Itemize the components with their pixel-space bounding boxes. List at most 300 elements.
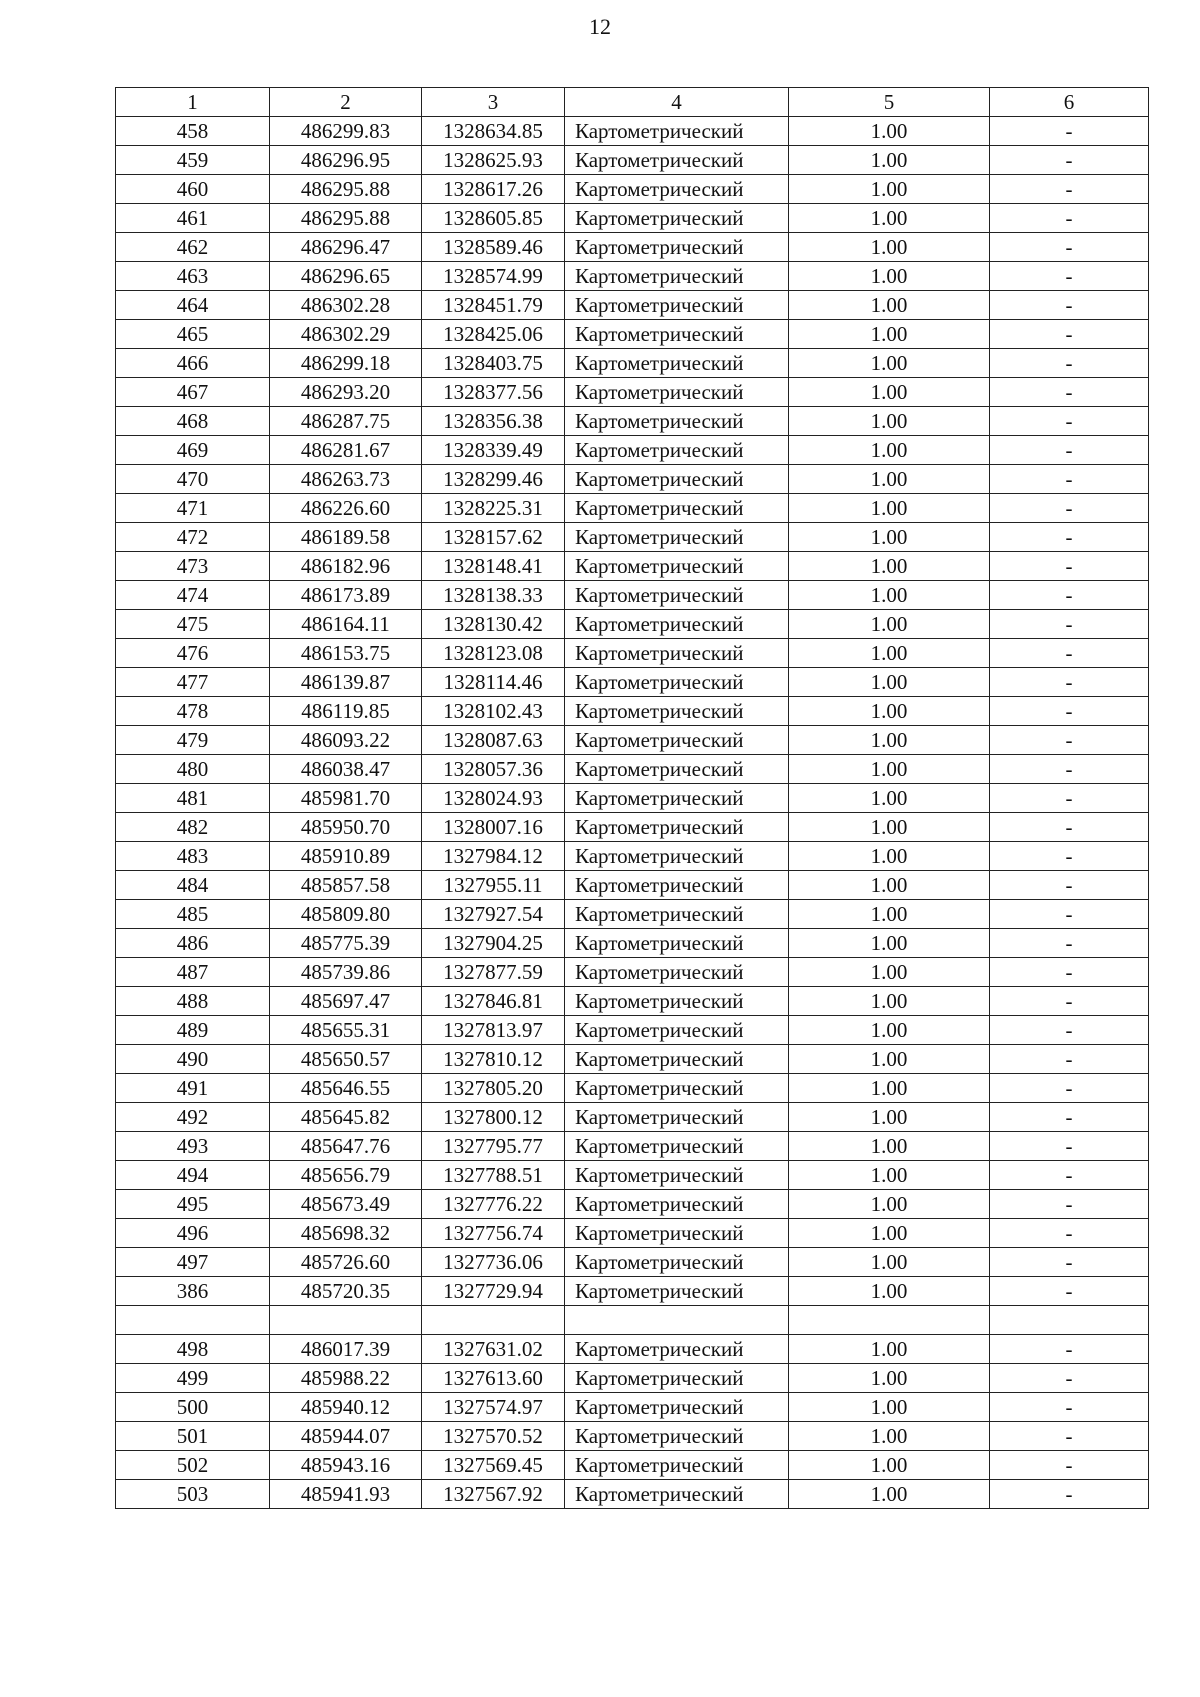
y-coordinate-cell: 1327927.54 bbox=[422, 900, 565, 929]
accuracy-cell: 1.00 bbox=[789, 1364, 990, 1393]
table-body bbox=[116, 117, 1149, 1509]
x-coordinate-cell: 485673.49 bbox=[270, 1190, 422, 1219]
accuracy-cell: 1.00 bbox=[789, 1103, 990, 1132]
point-number-cell: 495 bbox=[116, 1190, 270, 1219]
accuracy-cell: 1.00 bbox=[789, 900, 990, 929]
y-coordinate-cell: 1328451.79 bbox=[422, 291, 565, 320]
point-number-cell: 471 bbox=[116, 494, 270, 523]
table-row bbox=[116, 1161, 1149, 1190]
accuracy-cell: 1.00 bbox=[789, 610, 990, 639]
x-coordinate-cell: 485698.32 bbox=[270, 1219, 422, 1248]
accuracy-cell: 1.00 bbox=[789, 291, 990, 320]
note-cell: - bbox=[990, 871, 1149, 900]
accuracy-cell: 1.00 bbox=[789, 523, 990, 552]
x-coordinate-cell: 486296.65 bbox=[270, 262, 422, 291]
table-row bbox=[116, 1074, 1149, 1103]
note-cell: - bbox=[990, 610, 1149, 639]
table-row bbox=[116, 900, 1149, 929]
note-cell: - bbox=[990, 1190, 1149, 1219]
x-coordinate-cell: 485944.07 bbox=[270, 1422, 422, 1451]
y-coordinate-cell: 1328123.08 bbox=[422, 639, 565, 668]
x-coordinate-cell: 486139.87 bbox=[270, 668, 422, 697]
point-number-cell: 502 bbox=[116, 1451, 270, 1480]
table-row bbox=[116, 1422, 1149, 1451]
x-coordinate-cell: 486038.47 bbox=[270, 755, 422, 784]
accuracy-cell: 1.00 bbox=[789, 1248, 990, 1277]
y-coordinate-cell: 1328356.38 bbox=[422, 407, 565, 436]
x-coordinate-cell: 485988.22 bbox=[270, 1364, 422, 1393]
x-coordinate-cell: 485697.47 bbox=[270, 987, 422, 1016]
y-coordinate-cell: 1328377.56 bbox=[422, 378, 565, 407]
point-number-cell: 496 bbox=[116, 1219, 270, 1248]
y-coordinate-cell: 1328574.99 bbox=[422, 262, 565, 291]
note-cell: - bbox=[990, 1103, 1149, 1132]
point-number-cell: 464 bbox=[116, 291, 270, 320]
table-row bbox=[116, 1190, 1149, 1219]
x-coordinate-cell: 485943.16 bbox=[270, 1451, 422, 1480]
method-cell: Картометрический bbox=[565, 1335, 789, 1364]
accuracy-cell: 1.00 bbox=[789, 1132, 990, 1161]
accuracy-cell: 1.00 bbox=[789, 146, 990, 175]
point-number-cell: 483 bbox=[116, 842, 270, 871]
x-coordinate-cell: 486153.75 bbox=[270, 639, 422, 668]
note-cell: - bbox=[990, 494, 1149, 523]
note-cell: - bbox=[990, 320, 1149, 349]
method-cell: Картометрический bbox=[565, 291, 789, 320]
method-cell: Картометрический bbox=[565, 552, 789, 581]
method-cell: Картометрический bbox=[565, 1480, 789, 1509]
method-cell: Картометрический bbox=[565, 813, 789, 842]
table-row bbox=[116, 552, 1149, 581]
point-number-cell: 462 bbox=[116, 233, 270, 262]
table-row bbox=[116, 610, 1149, 639]
accuracy-cell: 1.00 bbox=[789, 697, 990, 726]
x-coordinate-cell: 486296.47 bbox=[270, 233, 422, 262]
table-row bbox=[116, 1364, 1149, 1393]
method-cell: Картометрический bbox=[565, 465, 789, 494]
accuracy-cell: 1.00 bbox=[789, 407, 990, 436]
x-coordinate-cell: 486295.88 bbox=[270, 175, 422, 204]
x-coordinate-cell: 485857.58 bbox=[270, 871, 422, 900]
point-number-cell: 492 bbox=[116, 1103, 270, 1132]
x-coordinate-cell: 486295.88 bbox=[270, 204, 422, 233]
note-cell: - bbox=[990, 900, 1149, 929]
x-coordinate-cell: 486299.18 bbox=[270, 349, 422, 378]
y-coordinate-cell: 1327569.45 bbox=[422, 1451, 565, 1480]
point-number-cell: 498 bbox=[116, 1335, 270, 1364]
table-row bbox=[116, 871, 1149, 900]
accuracy-cell: 1.00 bbox=[789, 784, 990, 813]
x-coordinate-cell: 486263.73 bbox=[270, 465, 422, 494]
y-coordinate-cell: 1328114.46 bbox=[422, 668, 565, 697]
table-row bbox=[116, 523, 1149, 552]
note-cell: - bbox=[990, 291, 1149, 320]
point-number-cell: 468 bbox=[116, 407, 270, 436]
column-header: 2 bbox=[270, 88, 422, 117]
y-coordinate-cell: 1327805.20 bbox=[422, 1074, 565, 1103]
accuracy-cell: 1.00 bbox=[789, 233, 990, 262]
y-coordinate-cell bbox=[422, 1306, 565, 1335]
y-coordinate-cell: 1328007.16 bbox=[422, 813, 565, 842]
method-cell: Картометрический bbox=[565, 987, 789, 1016]
y-coordinate-cell: 1327904.25 bbox=[422, 929, 565, 958]
point-number-cell: 479 bbox=[116, 726, 270, 755]
column-header: 4 bbox=[565, 88, 789, 117]
y-coordinate-cell: 1328130.42 bbox=[422, 610, 565, 639]
point-number-cell: 476 bbox=[116, 639, 270, 668]
table-row bbox=[116, 1480, 1149, 1509]
point-number-cell: 473 bbox=[116, 552, 270, 581]
table-row bbox=[116, 1103, 1149, 1132]
table-row bbox=[116, 436, 1149, 465]
point-number-cell: 482 bbox=[116, 813, 270, 842]
table-row bbox=[116, 958, 1149, 987]
y-coordinate-cell: 1327800.12 bbox=[422, 1103, 565, 1132]
x-coordinate-cell: 486281.67 bbox=[270, 436, 422, 465]
note-cell: - bbox=[990, 233, 1149, 262]
table-row bbox=[116, 349, 1149, 378]
y-coordinate-cell: 1327574.97 bbox=[422, 1393, 565, 1422]
accuracy-cell: 1.00 bbox=[789, 436, 990, 465]
y-coordinate-cell: 1328425.06 bbox=[422, 320, 565, 349]
point-number-cell: 487 bbox=[116, 958, 270, 987]
x-coordinate-cell: 486164.11 bbox=[270, 610, 422, 639]
x-coordinate-cell: 485950.70 bbox=[270, 813, 422, 842]
x-coordinate-cell: 485650.57 bbox=[270, 1045, 422, 1074]
note-cell: - bbox=[990, 1248, 1149, 1277]
note-cell: - bbox=[990, 697, 1149, 726]
method-cell: Картометрический bbox=[565, 523, 789, 552]
note-cell: - bbox=[990, 1335, 1149, 1364]
method-cell: Картометрический bbox=[565, 697, 789, 726]
y-coordinate-cell: 1327631.02 bbox=[422, 1335, 565, 1364]
x-coordinate-cell: 485647.76 bbox=[270, 1132, 422, 1161]
method-cell: Картометрический bbox=[565, 494, 789, 523]
accuracy-cell: 1.00 bbox=[789, 842, 990, 871]
method-cell: Картометрический bbox=[565, 1132, 789, 1161]
x-coordinate-cell: 486093.22 bbox=[270, 726, 422, 755]
table-row bbox=[116, 726, 1149, 755]
x-coordinate-cell bbox=[270, 1306, 422, 1335]
method-cell: Картометрический bbox=[565, 1190, 789, 1219]
point-number-cell: 470 bbox=[116, 465, 270, 494]
y-coordinate-cell: 1328617.26 bbox=[422, 175, 565, 204]
note-cell: - bbox=[990, 465, 1149, 494]
method-cell: Картометрический bbox=[565, 1277, 789, 1306]
table-row bbox=[116, 465, 1149, 494]
x-coordinate-cell: 486293.20 bbox=[270, 378, 422, 407]
point-number-cell: 488 bbox=[116, 987, 270, 1016]
accuracy-cell: 1.00 bbox=[789, 320, 990, 349]
point-number-cell: 481 bbox=[116, 784, 270, 813]
y-coordinate-cell: 1328057.36 bbox=[422, 755, 565, 784]
method-cell: Картометрический bbox=[565, 1451, 789, 1480]
note-cell: - bbox=[990, 1219, 1149, 1248]
method-cell: Картометрический bbox=[565, 320, 789, 349]
method-cell: Картометрический bbox=[565, 1248, 789, 1277]
note-cell bbox=[990, 1306, 1149, 1335]
accuracy-cell: 1.00 bbox=[789, 175, 990, 204]
y-coordinate-cell: 1327736.06 bbox=[422, 1248, 565, 1277]
column-header: 3 bbox=[422, 88, 565, 117]
method-cell: Картометрический bbox=[565, 726, 789, 755]
accuracy-cell: 1.00 bbox=[789, 1190, 990, 1219]
y-coordinate-cell: 1328403.75 bbox=[422, 349, 565, 378]
column-header: 6 bbox=[990, 88, 1149, 117]
table-row bbox=[116, 784, 1149, 813]
note-cell: - bbox=[990, 552, 1149, 581]
x-coordinate-cell: 486226.60 bbox=[270, 494, 422, 523]
y-coordinate-cell: 1328225.31 bbox=[422, 494, 565, 523]
note-cell: - bbox=[990, 1132, 1149, 1161]
x-coordinate-cell: 485941.93 bbox=[270, 1480, 422, 1509]
point-number-cell: 491 bbox=[116, 1074, 270, 1103]
table-header-row bbox=[116, 88, 1149, 117]
method-cell: Картометрический bbox=[565, 1161, 789, 1190]
point-number-cell: 489 bbox=[116, 1016, 270, 1045]
accuracy-cell: 1.00 bbox=[789, 958, 990, 987]
x-coordinate-cell: 486302.28 bbox=[270, 291, 422, 320]
method-cell: Картометрический bbox=[565, 1103, 789, 1132]
method-cell: Картометрический bbox=[565, 610, 789, 639]
method-cell: Картометрический bbox=[565, 204, 789, 233]
x-coordinate-cell: 485809.80 bbox=[270, 900, 422, 929]
y-coordinate-cell: 1327810.12 bbox=[422, 1045, 565, 1074]
x-coordinate-cell: 486302.29 bbox=[270, 320, 422, 349]
y-coordinate-cell: 1328299.46 bbox=[422, 465, 565, 494]
y-coordinate-cell: 1327984.12 bbox=[422, 842, 565, 871]
table-row bbox=[116, 1045, 1149, 1074]
method-cell: Картометрический bbox=[565, 929, 789, 958]
point-number-cell bbox=[116, 1306, 270, 1335]
method-cell: Картометрический bbox=[565, 262, 789, 291]
y-coordinate-cell: 1327776.22 bbox=[422, 1190, 565, 1219]
note-cell: - bbox=[990, 842, 1149, 871]
accuracy-cell: 1.00 bbox=[789, 1480, 990, 1509]
method-cell: Картометрический bbox=[565, 1364, 789, 1393]
note-cell: - bbox=[990, 755, 1149, 784]
x-coordinate-cell: 486296.95 bbox=[270, 146, 422, 175]
point-number-cell: 494 bbox=[116, 1161, 270, 1190]
accuracy-cell: 1.00 bbox=[789, 204, 990, 233]
point-number-cell: 497 bbox=[116, 1248, 270, 1277]
method-cell: Картометрический bbox=[565, 1074, 789, 1103]
note-cell: - bbox=[990, 436, 1149, 465]
note-cell: - bbox=[990, 987, 1149, 1016]
x-coordinate-cell: 485775.39 bbox=[270, 929, 422, 958]
table-row bbox=[116, 494, 1149, 523]
table-row bbox=[116, 581, 1149, 610]
method-cell: Картометрический bbox=[565, 842, 789, 871]
table-row bbox=[116, 813, 1149, 842]
note-cell: - bbox=[990, 523, 1149, 552]
method-cell: Картометрический bbox=[565, 668, 789, 697]
note-cell: - bbox=[990, 1277, 1149, 1306]
note-cell: - bbox=[990, 1451, 1149, 1480]
point-number-cell: 480 bbox=[116, 755, 270, 784]
method-cell: Картометрический bbox=[565, 784, 789, 813]
y-coordinate-cell: 1327567.92 bbox=[422, 1480, 565, 1509]
accuracy-cell: 1.00 bbox=[789, 1393, 990, 1422]
y-coordinate-cell: 1328024.93 bbox=[422, 784, 565, 813]
method-cell: Картометрический bbox=[565, 1393, 789, 1422]
y-coordinate-cell: 1328087.63 bbox=[422, 726, 565, 755]
method-cell: Картометрический bbox=[565, 581, 789, 610]
note-cell: - bbox=[990, 349, 1149, 378]
y-coordinate-cell: 1327570.52 bbox=[422, 1422, 565, 1451]
table-row bbox=[116, 320, 1149, 349]
accuracy-cell: 1.00 bbox=[789, 117, 990, 146]
table-row bbox=[116, 755, 1149, 784]
accuracy-cell: 1.00 bbox=[789, 639, 990, 668]
note-cell: - bbox=[990, 175, 1149, 204]
accuracy-cell bbox=[789, 1306, 990, 1335]
table-row bbox=[116, 407, 1149, 436]
table-row bbox=[116, 1248, 1149, 1277]
method-cell: Картометрический bbox=[565, 233, 789, 262]
method-cell: Картометрический bbox=[565, 146, 789, 175]
method-cell: Картометрический bbox=[565, 117, 789, 146]
accuracy-cell: 1.00 bbox=[789, 871, 990, 900]
method-cell bbox=[565, 1306, 789, 1335]
note-cell: - bbox=[990, 1364, 1149, 1393]
point-number-cell: 460 bbox=[116, 175, 270, 204]
accuracy-cell: 1.00 bbox=[789, 1016, 990, 1045]
y-coordinate-cell: 1327756.74 bbox=[422, 1219, 565, 1248]
point-number-cell: 484 bbox=[116, 871, 270, 900]
column-header: 5 bbox=[789, 88, 990, 117]
point-number-cell: 475 bbox=[116, 610, 270, 639]
table-row bbox=[116, 1306, 1149, 1335]
table-row bbox=[116, 842, 1149, 871]
accuracy-cell: 1.00 bbox=[789, 1219, 990, 1248]
note-cell: - bbox=[990, 1016, 1149, 1045]
note-cell: - bbox=[990, 813, 1149, 842]
note-cell: - bbox=[990, 1161, 1149, 1190]
note-cell: - bbox=[990, 146, 1149, 175]
x-coordinate-cell: 485656.79 bbox=[270, 1161, 422, 1190]
x-coordinate-cell: 485646.55 bbox=[270, 1074, 422, 1103]
point-number-cell: 490 bbox=[116, 1045, 270, 1074]
note-cell: - bbox=[990, 1074, 1149, 1103]
note-cell: - bbox=[990, 407, 1149, 436]
y-coordinate-cell: 1328339.49 bbox=[422, 436, 565, 465]
y-coordinate-cell: 1327813.97 bbox=[422, 1016, 565, 1045]
point-number-cell: 474 bbox=[116, 581, 270, 610]
accuracy-cell: 1.00 bbox=[789, 1335, 990, 1364]
x-coordinate-cell: 485726.60 bbox=[270, 1248, 422, 1277]
table-row bbox=[116, 146, 1149, 175]
note-cell: - bbox=[990, 378, 1149, 407]
point-number-cell: 499 bbox=[116, 1364, 270, 1393]
x-coordinate-cell: 486299.83 bbox=[270, 117, 422, 146]
table-row bbox=[116, 233, 1149, 262]
y-coordinate-cell: 1327795.77 bbox=[422, 1132, 565, 1161]
accuracy-cell: 1.00 bbox=[789, 262, 990, 291]
method-cell: Картометрический bbox=[565, 900, 789, 929]
x-coordinate-cell: 486189.58 bbox=[270, 523, 422, 552]
table-row bbox=[116, 1132, 1149, 1161]
table-row bbox=[116, 1393, 1149, 1422]
accuracy-cell: 1.00 bbox=[789, 726, 990, 755]
accuracy-cell: 1.00 bbox=[789, 552, 990, 581]
point-number-cell: 458 bbox=[116, 117, 270, 146]
point-number-cell: 477 bbox=[116, 668, 270, 697]
point-number-cell: 503 bbox=[116, 1480, 270, 1509]
table-row bbox=[116, 378, 1149, 407]
method-cell: Картометрический bbox=[565, 958, 789, 987]
point-number-cell: 501 bbox=[116, 1422, 270, 1451]
table-row bbox=[116, 1219, 1149, 1248]
accuracy-cell: 1.00 bbox=[789, 755, 990, 784]
accuracy-cell: 1.00 bbox=[789, 929, 990, 958]
x-coordinate-cell: 485645.82 bbox=[270, 1103, 422, 1132]
table-row bbox=[116, 1335, 1149, 1364]
method-cell: Картометрический bbox=[565, 1422, 789, 1451]
table-row bbox=[116, 204, 1149, 233]
point-number-cell: 493 bbox=[116, 1132, 270, 1161]
accuracy-cell: 1.00 bbox=[789, 813, 990, 842]
y-coordinate-cell: 1328605.85 bbox=[422, 204, 565, 233]
y-coordinate-cell: 1328138.33 bbox=[422, 581, 565, 610]
y-coordinate-cell: 1328157.62 bbox=[422, 523, 565, 552]
note-cell: - bbox=[990, 1422, 1149, 1451]
y-coordinate-cell: 1328625.93 bbox=[422, 146, 565, 175]
method-cell: Картометрический bbox=[565, 436, 789, 465]
table-row bbox=[116, 175, 1149, 204]
y-coordinate-cell: 1327729.94 bbox=[422, 1277, 565, 1306]
note-cell: - bbox=[990, 784, 1149, 813]
table-row bbox=[116, 1451, 1149, 1480]
x-coordinate-cell: 485940.12 bbox=[270, 1393, 422, 1422]
accuracy-cell: 1.00 bbox=[789, 494, 990, 523]
method-cell: Картометрический bbox=[565, 175, 789, 204]
x-coordinate-cell: 485739.86 bbox=[270, 958, 422, 987]
y-coordinate-cell: 1327955.11 bbox=[422, 871, 565, 900]
point-number-cell: 465 bbox=[116, 320, 270, 349]
method-cell: Картометрический bbox=[565, 755, 789, 784]
y-coordinate-cell: 1327788.51 bbox=[422, 1161, 565, 1190]
y-coordinate-cell: 1327877.59 bbox=[422, 958, 565, 987]
accuracy-cell: 1.00 bbox=[789, 1277, 990, 1306]
point-number-cell: 463 bbox=[116, 262, 270, 291]
x-coordinate-cell: 486173.89 bbox=[270, 581, 422, 610]
point-number-cell: 472 bbox=[116, 523, 270, 552]
accuracy-cell: 1.00 bbox=[789, 1161, 990, 1190]
accuracy-cell: 1.00 bbox=[789, 465, 990, 494]
y-coordinate-cell: 1328589.46 bbox=[422, 233, 565, 262]
x-coordinate-cell: 485981.70 bbox=[270, 784, 422, 813]
point-number-cell: 461 bbox=[116, 204, 270, 233]
table-row bbox=[116, 291, 1149, 320]
point-number-cell: 467 bbox=[116, 378, 270, 407]
accuracy-cell: 1.00 bbox=[789, 1451, 990, 1480]
point-number-cell: 469 bbox=[116, 436, 270, 465]
point-number-cell: 500 bbox=[116, 1393, 270, 1422]
method-cell: Картометрический bbox=[565, 407, 789, 436]
accuracy-cell: 1.00 bbox=[789, 581, 990, 610]
table-row bbox=[116, 697, 1149, 726]
method-cell: Картометрический bbox=[565, 1219, 789, 1248]
accuracy-cell: 1.00 bbox=[789, 1422, 990, 1451]
method-cell: Картометрический bbox=[565, 871, 789, 900]
y-coordinate-cell: 1328634.85 bbox=[422, 117, 565, 146]
y-coordinate-cell: 1327613.60 bbox=[422, 1364, 565, 1393]
x-coordinate-cell: 486017.39 bbox=[270, 1335, 422, 1364]
point-number-cell: 485 bbox=[116, 900, 270, 929]
table-row bbox=[116, 117, 1149, 146]
accuracy-cell: 1.00 bbox=[789, 1045, 990, 1074]
